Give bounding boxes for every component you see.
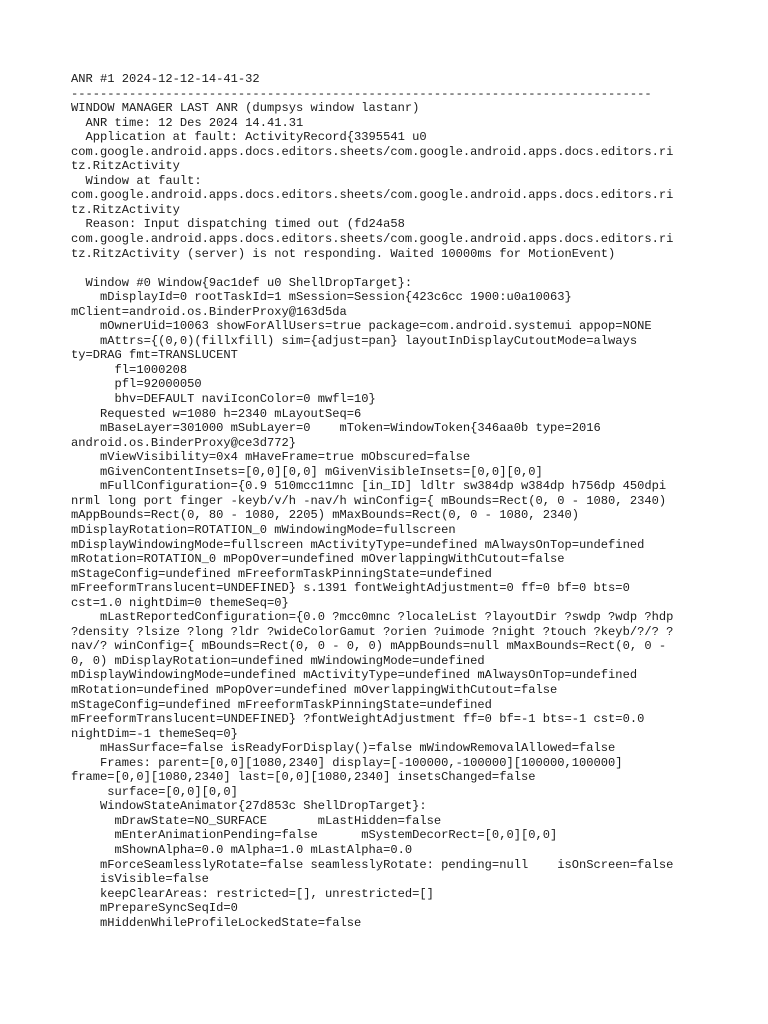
log-line: Requested w=1080 h=2340 mLayoutSeq=6 [71,406,362,421]
log-line: nrml long port finger -keyb/v/h -nav/h winConfig={ mBounds=Rect(0, 0 - 1080, 2340) [71,493,667,508]
log-line: com.google.android.apps.docs.editors.sheets/com.google.android.apps.docs.editors.ri [71,232,674,247]
log-line: mDisplayRotation=ROTATION_0 mWindowingMode=fullscreen [71,522,456,537]
log-line: -------------------------------------------------------------------------------- [71,86,652,101]
log-line: mHasSurface=false isReadyForDisplay()=false mWindowRemovalAllowed=false [71,741,616,756]
log-line: WINDOW MANAGER LAST ANR (dumpsys window lastanr) [71,101,420,116]
log-line: mDisplayWindowingMode=fullscreen mActivityType=undefined mAlwaysOnTop=undefined [71,537,645,552]
log-line: ?density ?lsize ?long ?ldr ?wideColorGamut ?orien ?uimode ?night ?touch ?keyb/?/? ? [71,624,674,639]
log-line: android.os.BinderProxy@ce3d772} [71,435,296,450]
log-line: mDisplayWindowingMode=undefined mActivityType=undefined mAlwaysOnTop=undefined [71,668,638,683]
log-line: nav/? winConfig={ mBounds=Rect(0, 0 - 0, 0) mAppBounds=null mMaxBounds=Rect(0, 0 - [71,639,667,654]
log-line: ty=DRAG fmt=TRANSLUCENT [71,348,238,363]
log-line: fl=1000208 [71,362,188,377]
log-line: Reason: Input dispatching timed out (fd24a58 [71,217,405,232]
log-line [71,261,761,276]
log-line: tz.RitzActivity [71,202,180,217]
log-line: mOwnerUid=10063 showForAllUsers=true package=com.android.systemui appop=NONE [71,319,652,334]
log-line: mAttrs={(0,0)(fillxfill) sim={adjust=pan} layoutInDisplayCutoutMode=always [71,333,638,348]
log-line: bhv=DEFAULT naviIconColor=0 mwfl=10} [71,392,376,407]
log-line: Window #0 Window{9ac1def u0 ShellDropTarget}: [71,275,413,290]
log-line: mRotation=ROTATION_0 mPopOver=undefined mOverlappingWithCutout=false [71,552,565,567]
log-line: surface=[0,0][0,0] [71,784,238,799]
log-line: mHiddenWhileProfileLockedState=false [71,915,362,930]
log-line: mDisplayId=0 rootTaskId=1 mSession=Session{423c6cc 1900:u0a10063} [71,290,572,305]
log-line: mViewVisibility=0x4 mHaveFrame=true mObscured=false [71,450,471,465]
log-line: mLastReportedConfiguration={0.0 ?mcc0mnc ?localeList ?layoutDir ?swdp ?wdp ?hdp [71,610,674,625]
log-line: com.google.android.apps.docs.editors.sheets/com.google.android.apps.docs.editors.ri [71,144,674,159]
log-line: mStageConfig=undefined mFreeformTaskPinningState=undefined [71,697,492,712]
log-line: nightDim=-1 themeSeq=0} [71,726,238,741]
anr-log-document [71,72,761,930]
log-line: com.google.android.apps.docs.editors.sheets/com.google.android.apps.docs.editors.ri [71,188,674,203]
log-line: mClient=android.os.BinderProxy@163d5da [71,304,347,319]
log-line: isVisible=false [71,872,209,887]
log-line: pfl=92000050 [71,377,202,392]
log-line: mBaseLayer=301000 mSubLayer=0 mToken=WindowToken{346aa0b type=2016 [71,421,601,436]
log-line: cst=1.0 nightDim=0 themeSeq=0} [71,595,289,610]
log-line: keepClearAreas: restricted=[], unrestricted=[] [71,886,434,901]
log-line: mFreeformTranslucent=UNDEFINED} s.1391 fontWeightAdjustment=0 ff=0 bf=0 bts=0 [71,581,630,596]
log-line: ANR time: 12 Des 2024 14.41.31 [71,115,304,130]
log-line: mRotation=undefined mPopOver=undefined mOverlappingWithCutout=false [71,682,558,697]
log-line: mForceSeamlesslyRotate=false seamlesslyRotate: pending=null isOnScreen=false [71,857,674,872]
log-line: frame=[0,0][1080,2340] last=[0,0][1080,2340] insetsChanged=false [71,770,536,785]
log-line: mFreeformTranslucent=UNDEFINED} ?fontWeightAdjustment ff=0 bf=-1 bts=-1 cst=0.0 [71,712,645,727]
log-line: Frames: parent=[0,0][1080,2340] display=[-100000,-100000][100000,100000] [71,755,623,770]
log-line: ANR #1 2024-12-12-14-41-32 [71,72,260,86]
log-line: mPrepareSyncSeqId=0 [71,901,238,916]
log-line: mFullConfiguration={0.9 510mcc11mnc [in_ID] ldltr sw384dp w384dp h756dp 450dpi [71,479,667,494]
log-line: mStageConfig=undefined mFreeformTaskPinningState=undefined [71,566,492,581]
log-line: 0, 0) mDisplayRotation=undefined mWindowingMode=undefined [71,653,485,668]
log-line: tz.RitzActivity [71,159,180,174]
log-line: Window at fault: [71,173,202,188]
log-line: WindowStateAnimator{27d853c ShellDropTarget}: [71,799,427,814]
log-line: tz.RitzActivity (server) is not responding. Waited 10000ms for MotionEvent) [71,246,616,261]
log-line: mEnterAnimationPending=false mSystemDecorRect=[0,0][0,0] [71,828,558,843]
log-line: mGivenContentInsets=[0,0][0,0] mGivenVisibleInsets=[0,0][0,0] [71,464,543,479]
log-line: mAppBounds=Rect(0, 80 - 1080, 2205) mMaxBounds=Rect(0, 0 - 1080, 2340) [71,508,580,523]
log-line: Application at fault: ActivityRecord{3395541 u0 [71,130,427,145]
log-line: mDrawState=NO_SURFACE mLastHidden=false [71,813,442,828]
log-line: mShownAlpha=0.0 mAlpha=1.0 mLastAlpha=0.0 [71,842,413,857]
